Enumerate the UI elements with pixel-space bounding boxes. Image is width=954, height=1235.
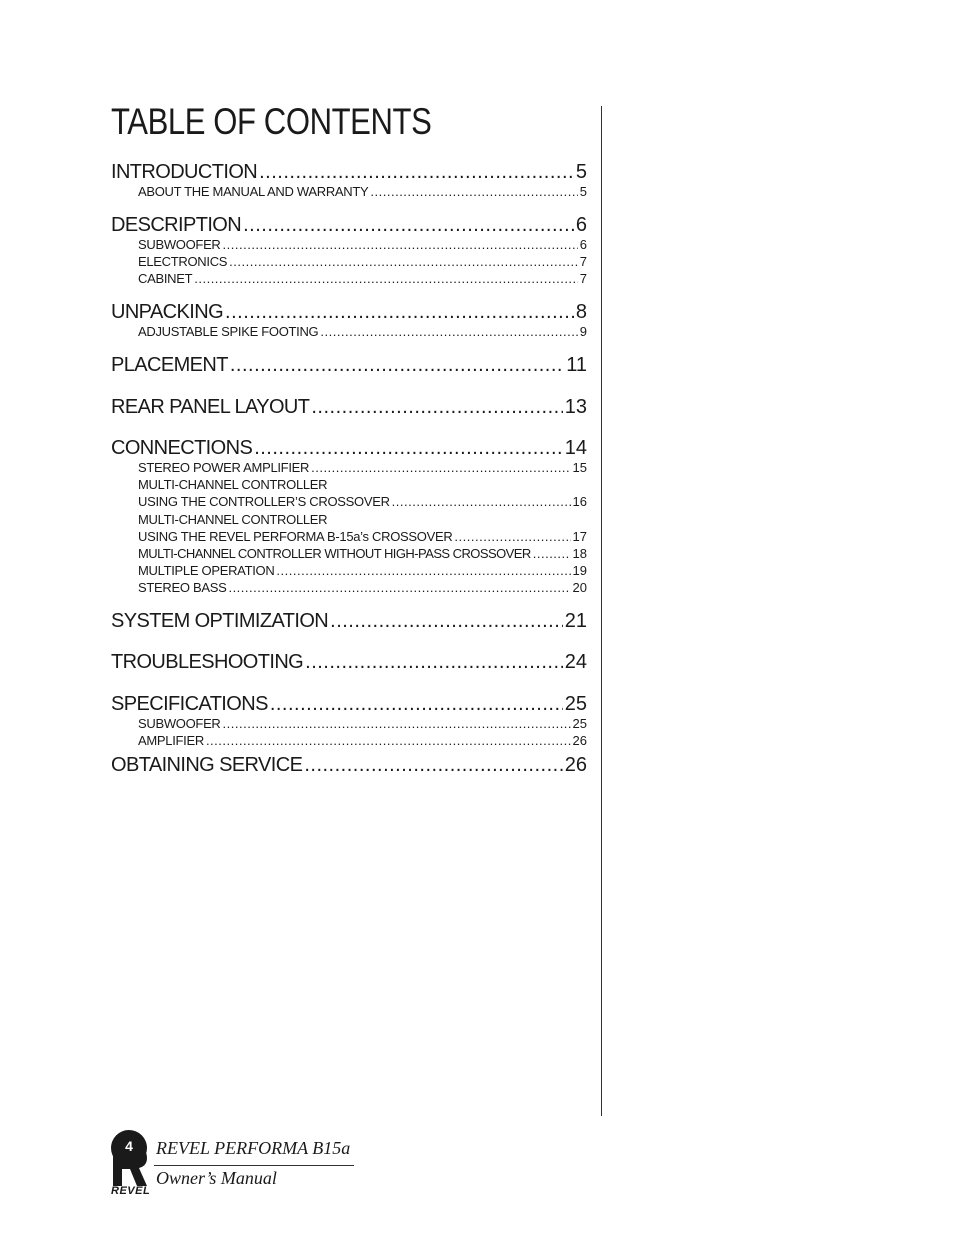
toc-subentry-b15a-crossover[interactable]: [138, 528, 587, 545]
toc-label: MULTI-CHANNEL CONTROLLER: [138, 512, 328, 527]
toc-subentry-about-manual[interactable]: [138, 183, 587, 200]
toc-label: USING THE CONTROLLER’S CROSSOVER: [138, 494, 390, 509]
toc-page: 5: [575, 161, 587, 183]
page-title: TABLE OF CONTENTS: [111, 101, 432, 142]
toc-label: ABOUT THE MANUAL AND WARRANTY: [138, 184, 369, 199]
toc-label: MULTI-CHANNEL CONTROLLER WITHOUT HIGH-PASS CROSSOVER: [138, 546, 531, 561]
leader-dots: [259, 160, 574, 180]
toc-page: 7: [579, 271, 587, 286]
toc-page: 15: [572, 460, 587, 475]
toc-page: 17: [572, 529, 587, 544]
toc-page: 20: [572, 580, 587, 595]
toc-label: TROUBLESHOOTING: [111, 651, 304, 673]
toc-subentry-stereo-amp[interactable]: [138, 459, 587, 476]
toc-entry-connections[interactable]: [111, 436, 587, 460]
leader-dots: [254, 436, 563, 456]
toc-subentry-multiple-operation[interactable]: [138, 562, 587, 579]
toc-subentry-subwoofer[interactable]: [138, 236, 587, 253]
leader-dots: [243, 213, 574, 233]
leader-dots: [223, 236, 578, 249]
toc-label: DESCRIPTION: [111, 214, 242, 236]
toc-label: CONNECTIONS: [111, 437, 253, 459]
toc-page: 24: [564, 651, 587, 673]
toc-page: 26: [564, 754, 587, 776]
toc-label: UNPACKING: [111, 301, 224, 323]
toc-subentry-controller-crossover[interactable]: [138, 493, 587, 510]
toc-label: MULTI-CHANNEL CONTROLLER: [138, 477, 328, 492]
leader-dots: [370, 183, 577, 196]
leader-dots: [311, 395, 562, 415]
toc-entry-specifications[interactable]: [111, 692, 587, 716]
toc-label: REAR PANEL LAYOUT: [111, 396, 310, 418]
brand-wordmark: REVEL: [111, 1185, 151, 1197]
toc-page: 6: [575, 214, 587, 236]
toc-label: STEREO BASS: [138, 580, 227, 595]
toc-label: PLACEMENT: [111, 354, 228, 376]
toc-label: USING THE REVEL PERFORMA B-15a’s CROSSOVER: [138, 529, 453, 544]
leader-dots: [533, 545, 571, 558]
toc-subentry-electronics[interactable]: [138, 253, 587, 270]
toc-page: 6: [579, 237, 587, 252]
leader-dots: [304, 753, 562, 773]
toc-subentry-multichannel-heading-2: [138, 511, 587, 528]
toc-page: 19: [572, 563, 587, 578]
toc-entry-troubleshooting[interactable]: [111, 650, 587, 674]
leader-dots: [276, 562, 570, 575]
manual-name: Owner’s Manual: [156, 1168, 277, 1188]
toc-subentry-stereo-bass[interactable]: [138, 579, 587, 596]
toc-page: 7: [579, 254, 587, 269]
product-name: REVEL PERFORMA B15a: [156, 1138, 351, 1158]
leader-dots: [320, 323, 577, 336]
toc-label: OBTAINING SERVICE: [111, 754, 303, 776]
toc-entry-system-optimization[interactable]: [111, 609, 587, 633]
leader-dots: [330, 609, 563, 629]
toc-label: SYSTEM OPTIMIZATION: [111, 610, 329, 632]
toc-entry-unpacking[interactable]: [111, 300, 587, 324]
toc-label: SPECIFICATIONS: [111, 693, 268, 715]
leader-dots: [454, 528, 570, 541]
toc-label: INTRODUCTION: [111, 161, 258, 183]
toc-page: 5: [579, 184, 587, 199]
leader-dots: [392, 493, 571, 506]
toc-subentry-spec-subwoofer[interactable]: [138, 715, 587, 732]
toc-entry-introduction[interactable]: [111, 160, 587, 184]
toc-page: 9: [579, 324, 587, 339]
toc-entry-obtaining-service[interactable]: [111, 753, 587, 777]
toc-page: 8: [575, 301, 587, 323]
toc-page: 21: [564, 610, 587, 632]
leader-dots: [225, 300, 574, 320]
toc-page: 26: [572, 733, 587, 748]
toc-page: 25: [564, 693, 587, 715]
toc-subentry-spike-footing[interactable]: [138, 323, 587, 340]
toc-page: 13: [564, 396, 587, 418]
footer-divider: [154, 1165, 354, 1166]
toc-page: 11: [566, 354, 587, 376]
toc-entry-placement[interactable]: [111, 353, 587, 377]
toc-page: 18: [572, 546, 587, 561]
toc-label: CABINET: [138, 271, 193, 286]
toc-page: 25: [572, 716, 587, 731]
leader-dots: [305, 650, 563, 670]
toc-subentry-multichannel-heading: [138, 476, 587, 493]
toc-label: ELECTRONICS: [138, 254, 228, 269]
toc-page: 16: [572, 494, 587, 509]
page-footer: [111, 1130, 371, 1210]
leader-dots: [228, 579, 570, 592]
toc-label: ADJUSTABLE SPIKE FOOTING: [138, 324, 319, 339]
toc-label: SUBWOOFER: [138, 237, 221, 252]
toc-subentry-without-highpass[interactable]: [138, 545, 587, 562]
toc-label: AMPLIFIER: [138, 733, 204, 748]
toc-subentry-spec-amplifier[interactable]: [138, 732, 587, 749]
page-number: 4: [125, 1138, 133, 1154]
toc-page: 14: [564, 437, 587, 459]
leader-dots: [206, 732, 571, 745]
leader-dots: [223, 715, 571, 728]
vertical-divider: [601, 106, 602, 1116]
leader-dots: [194, 270, 578, 283]
toc-subentry-cabinet[interactable]: [138, 270, 587, 287]
toc-entry-description[interactable]: [111, 213, 587, 237]
leader-dots: [230, 353, 564, 373]
toc-label: MULTIPLE OPERATION: [138, 563, 275, 578]
leader-dots: [311, 459, 570, 472]
leader-dots: [270, 692, 563, 712]
toc-label: SUBWOOFER: [138, 716, 221, 731]
toc-label: STEREO POWER AMPLIFIER: [138, 460, 310, 475]
leader-dots: [229, 253, 578, 266]
page-number-badge: [111, 1130, 147, 1166]
toc-entry-rear-panel[interactable]: [111, 395, 587, 419]
